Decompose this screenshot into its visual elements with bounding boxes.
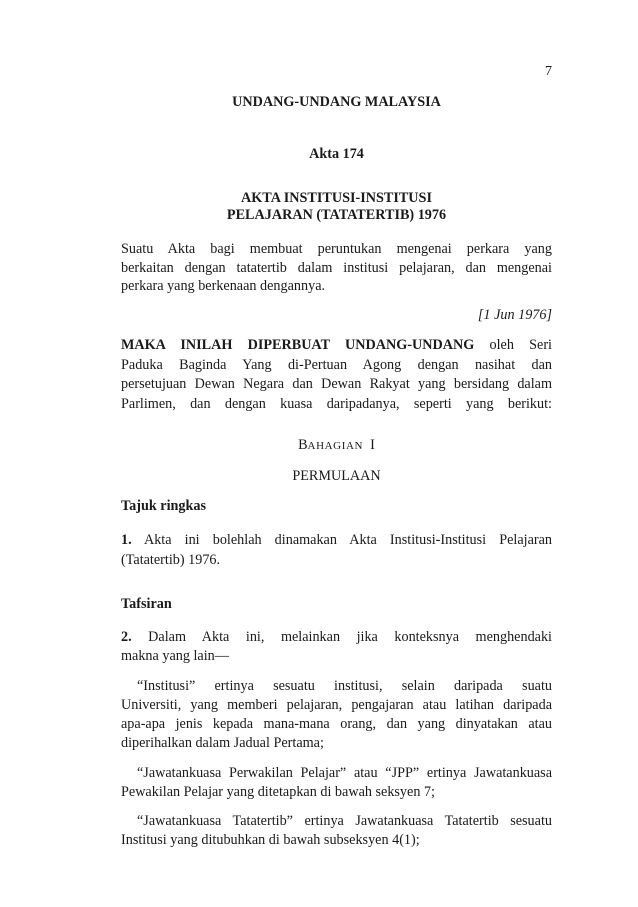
section2-number: 2. bbox=[121, 629, 132, 645]
commencement-date: [1 Jun 1976] bbox=[477, 307, 552, 323]
def1-line3: apa-apa jenis kepada mana-mana orang, dan yang dinyatakan atau bbox=[121, 716, 552, 732]
section2-line1 bbox=[121, 628, 552, 647]
enacting-bold-lead: MAKA INILAH DIPERBUAT UNDANG-UNDANG bbox=[121, 337, 475, 353]
part-label-initial: B bbox=[298, 437, 308, 453]
section1-line1-rest: Akta ini bolehlah dinamakan Akta Institusi-Institusi Pelajaran bbox=[131, 532, 552, 548]
long-title-line1: Suatu Akta bagi membuat peruntukan mengenai perkara yang bbox=[121, 241, 552, 257]
section1-heading: Tajuk ringkas bbox=[121, 498, 207, 514]
section2-line1-rest: Dalam Akta ini, melainkan jika konteksnya menghendaki bbox=[131, 629, 552, 645]
section2-line2: makna yang lain— bbox=[121, 648, 229, 664]
act-number: Akta 174 bbox=[309, 146, 364, 162]
def1-line4: diperihalkan dalam Jadual Pertama; bbox=[121, 735, 324, 751]
def2-line2: Pewakilan Pelajar yang ditetapkan di bawah seksyen 7; bbox=[121, 784, 436, 800]
part-label-number: I bbox=[370, 437, 375, 453]
enacting-line1 bbox=[121, 336, 552, 355]
def3-line1: “Jawatankuasa Tatatertib” ertinya Jawatankuasa Tatatertib sesuatu bbox=[137, 813, 552, 829]
act-title-line2: PELAJARAN (TATATERTIB) 1976 bbox=[226, 207, 447, 223]
enacting-line1-rest: oleh Seri bbox=[474, 337, 552, 353]
def3-line2: Institusi yang ditubuhkan di bawah subseksyen 4(1); bbox=[121, 832, 420, 848]
long-title-line3: perkara yang berkenaan dengannya. bbox=[121, 278, 326, 294]
country-title: UNDANG-UNDANG MALAYSIA bbox=[232, 94, 441, 110]
enacting-line3: persetujuan Dewan Negara dan Dewan Rakyat yang bersidang dalam bbox=[121, 376, 552, 392]
enacting-line2: Paduka Baginda Yang di-Pertuan Agong dengan nasihat dan bbox=[121, 357, 552, 373]
page-number: 7 bbox=[545, 64, 552, 79]
enacting-line4: Parlimen, dan dengan kuasa daripadanya, seperti yang berikut: bbox=[121, 396, 552, 412]
act-title-line1: AKTA INSTITUSI-INSTITUSI bbox=[241, 190, 432, 206]
long-title-line2: berkaitan dengan tatatertib dalam institusi pelajaran, dan mengenai bbox=[121, 260, 552, 276]
part-title: PERMULAAN bbox=[292, 468, 381, 484]
part-label-rest: AHAGIAN bbox=[307, 440, 364, 452]
part-label bbox=[121, 436, 552, 456]
section1-number: 1. bbox=[121, 532, 132, 548]
def1-line1: “Institusi” ertinya sesuatu institusi, selain daripada suatu bbox=[137, 678, 552, 694]
section1-line2: (Tatatertib) 1976. bbox=[121, 552, 221, 568]
section2-heading: Tafsiran bbox=[121, 596, 172, 612]
section1-line1 bbox=[121, 531, 552, 550]
def2-line1: “Jawatankuasa Perwakilan Pelajar” atau “JPP” ertinya Jawatankuasa bbox=[137, 765, 552, 781]
def1-line2: Universiti, yang memberi pelajaran, pengajaran atau latihan daripada bbox=[121, 697, 552, 713]
